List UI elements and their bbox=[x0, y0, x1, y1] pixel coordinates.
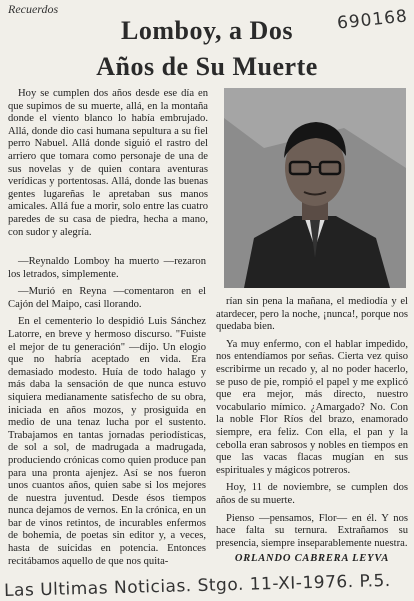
article-column-left-top bbox=[8, 88, 208, 239]
article-paragraph: —Reynaldo Lomboy ha muerto —rezaron los letrados, simplemente. bbox=[8, 256, 206, 280]
article-paragraph: Hoy, 11 de noviembre, se cumplen dos años de su muerte. bbox=[216, 482, 408, 506]
article-paragraph: Ya muy enfermo, con el hablar impedido, nos entendíamos por señas. Cierta vez quiso escribirme un recado y, al no poder hacerlo, se puso de pie, rompió el papel y me explicó que era mejor, más directo, nuestro vocabulario mímico. ¿Amargado? No. Con la noble Flor Ríos del brazo, enamorado siempre, era feliz. Con ella, el pan y la cebolla eran sabrosos y nobles en tiempos en que las vacas flacas mugían en sus espirituales y mágicos potreros. bbox=[216, 338, 408, 476]
portrait-photo bbox=[224, 88, 406, 288]
article-paragraph: En el cementerio lo despidió Luis Sánchez Latorre, en breve y hermoso discurso. "Fuiste el mejor de tu generación" —dijo. Un elogio que no habría aceptado en vida. Era demasiado modesto. Huía de todo halago y más daba la sensación de que nunca estuvo siquiera medianamente satisfecho de su obra, iniciada en años mozos, y prosiguida en medio de una tenaz lucha por el sustento. Trabajamos en tantas jornadas periodísticas, de sol a sol, de madrugada a madrugada, produciendo crónicas como quien produce pan para una pronta ajenjez. Así se nos fueron unos cuantos años, quien sabe si los mejores de nuestra juventud. Desde ésos tiempos nunca dejamos de vernos. En la crónica, en un bar de vinos retintos, de incurables enfermos de bohemia, de poetas sin editor y, a veces, hasta de suicidas en potencia. Entonces recitábamos aquello de que nos quita- bbox=[8, 316, 206, 567]
article-column-left bbox=[8, 256, 206, 568]
headline-line-2: Años de Su Muerte bbox=[96, 52, 318, 81]
article-paragraph: rían sin pena la mañana, el mediodía y el atardecer, pero la noche, ¡nunca!, porque nos quedaba bien. bbox=[216, 296, 408, 333]
article-paragraph: Pienso —pensamos, Flor— en él. Y nos hace falta su ternura. Extrañamos su presencia, siempre inseparablemente nuestra. bbox=[216, 512, 408, 549]
author-signature: ORLANDO CABRERA LEYVA bbox=[234, 553, 390, 564]
article-paragraph: —Murió en Reyna —comentaron en el Cajón del Maipo, casi llorando. bbox=[8, 286, 206, 310]
handwritten-source-note: Las Ultimas Noticias. Stgo. 11-XI-1976. P.5. bbox=[3, 570, 391, 601]
headline-line-1: Lomboy, a Dos bbox=[121, 16, 293, 45]
section-label: Recuerdos bbox=[8, 2, 59, 16]
portrait-illustration bbox=[224, 88, 406, 288]
handwritten-catalog-number: 690168 bbox=[336, 6, 409, 34]
article-paragraph: Hoy se cumplen dos años desde ese día en que supimos de su muerte, allá, en la montaña donde el viento blanco lo había embrujado. Allá, donde dio casi humana sepultura a su fiel perro Nabuel. Allá donde siguió el rastro del arriero que tomara como personaje de una de sus novelas y de quien contara aventuras verídicas y portentosas. Allá, donde las buenas gentes lugareñas le apretaban sus manos amicales. Allá fue a morir, solo entre las cuatro paredes de su casa de piedra, hecha a mano, con sudor y alegría. bbox=[8, 88, 208, 238]
article-column-right bbox=[216, 296, 408, 550]
